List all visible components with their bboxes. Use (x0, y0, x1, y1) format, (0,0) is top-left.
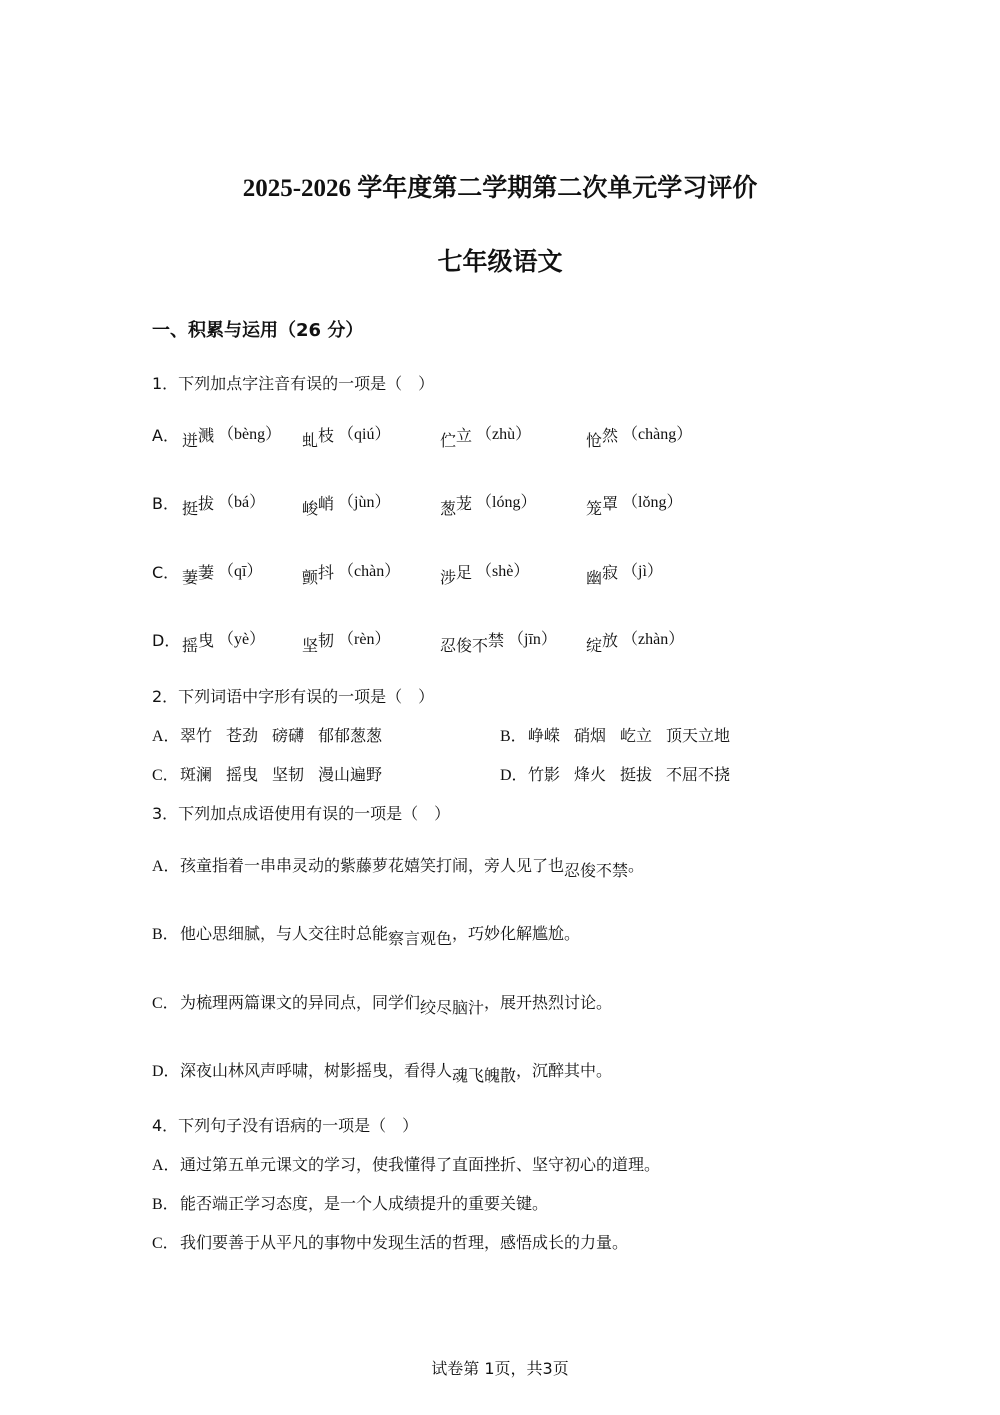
option-label: A． (152, 1157, 180, 1174)
pinyin: （bèng） (218, 426, 282, 443)
word-part: 禁 (488, 631, 505, 650)
pinyin: （rèn） (338, 631, 391, 648)
option-label: C． (152, 767, 179, 784)
pinyin-item (440, 560, 530, 587)
pinyin-item (440, 628, 557, 655)
word-part: 迸 (182, 431, 199, 450)
q2-option-b (500, 723, 730, 746)
q4-stem: 4．下列句子没有语病的一项是（ ） (152, 1116, 419, 1135)
pinyin-item (182, 491, 266, 518)
option-label: C． (152, 995, 179, 1012)
sentence-text: 能否端正学习态度，是一个人成绩提升的重要关键。 (180, 1194, 549, 1213)
page-footer: 试卷第 1页，共3页 (431, 1359, 569, 1378)
sentence-text: 我们要善于从平凡的事物中发现生活的哲理，感悟成长的力量。 (180, 1233, 629, 1252)
option-label: B． (152, 926, 179, 943)
word: 翠竹 (180, 726, 213, 745)
idiom-marked: 魂飞魄散 (452, 1066, 517, 1085)
sentence-text: 通过第五单元课文的学习，使我懂得了直面挫折、坚守初心的道理。 (180, 1155, 661, 1174)
pinyin: （jīn） (508, 631, 557, 648)
q2-option-c (152, 762, 382, 785)
q2-stem: 2．下列词语中字形有误的一项是（ ） (152, 687, 435, 706)
word-part: 坚 (302, 636, 319, 655)
pinyin: （zhù） (476, 426, 532, 443)
word: 斑澜 (180, 765, 213, 784)
word-part: 挺 (182, 499, 199, 518)
word-part: 足 (456, 563, 473, 582)
option-label: B． (152, 1196, 179, 1213)
pinyin-item (302, 628, 391, 655)
word-part: 峻 (302, 499, 319, 518)
word-part: 葱 (440, 499, 457, 518)
pinyin: （qiú） (338, 426, 391, 443)
q1-option-label: D． (152, 631, 181, 650)
word-part: 忍俊不 (440, 636, 489, 655)
word: 峥嵘 (528, 726, 561, 745)
word-part: 立 (456, 426, 473, 445)
word-part: 抖 (318, 563, 335, 582)
option-label: D． (152, 1063, 180, 1080)
word: 苍劲 (226, 726, 259, 745)
word: 竹影 (528, 765, 561, 784)
word-part: 茏 (456, 494, 473, 513)
word-part: 韧 (318, 631, 335, 650)
pinyin-item (302, 491, 391, 518)
option-label: A． (152, 858, 180, 875)
q3-option-c (152, 990, 613, 1017)
word: 硝烟 (574, 726, 607, 745)
word: 不屈不挠 (666, 765, 731, 784)
pinyin-item (586, 423, 693, 450)
word: 漫山遍野 (318, 765, 383, 784)
exam-title: 2025-2026 学年度第二学期第二次单元学习评价 (242, 175, 758, 202)
pinyin: （chàng） (622, 426, 693, 443)
pinyin-item (440, 491, 537, 518)
word: 屹立 (620, 726, 653, 745)
pinyin: （lóng） (476, 494, 537, 511)
pinyin: （shè） (476, 563, 530, 580)
q4-option-a (152, 1152, 660, 1175)
word-part: 笼 (586, 499, 603, 518)
pinyin: （yè） (218, 631, 266, 648)
word-part: 萋 (182, 568, 199, 587)
word-part: 枝 (318, 426, 335, 445)
word-part: 涉 (440, 568, 457, 587)
pinyin: （jì） (622, 563, 663, 580)
word-part: 萋 (198, 563, 215, 582)
sentence-text: 孩童指着一串串灵动的紫藤萝花嬉笑打闹，旁人见了也 (180, 856, 565, 875)
option-label: B． (500, 728, 527, 745)
sentence-text: 为梳理两篇课文的异同点，同学们 (180, 993, 421, 1012)
q1-option-label: B． (152, 494, 179, 513)
word: 顶天立地 (666, 726, 731, 745)
option-label: C． (152, 1235, 179, 1252)
pinyin: （jùn） (338, 494, 391, 511)
pinyin: （bá） (218, 494, 266, 511)
word-part: 摇 (182, 636, 199, 655)
sentence-text: ，沉醉其中。 (516, 1061, 613, 1080)
sentence-text: 他心思细腻，与人交往时总能 (180, 924, 389, 943)
word-part: 幽 (586, 568, 603, 587)
pinyin-item (586, 491, 683, 518)
q2-option-d (500, 762, 730, 785)
word-part: 寂 (602, 563, 619, 582)
word: 郁郁葱葱 (318, 726, 383, 745)
idiom-marked: 忍俊不禁 (564, 861, 629, 880)
word-part: 怆 (586, 431, 603, 450)
q1-option-label: C． (152, 563, 180, 582)
word-part: 伫 (440, 431, 457, 450)
sentence-text: ，巧妙化解尴尬。 (452, 924, 581, 943)
word-part: 虬 (302, 431, 319, 450)
q1-option-label: A． (152, 426, 179, 445)
word-part: 颤 (302, 568, 319, 587)
subject-title: 七年级语文 (437, 247, 563, 276)
pinyin-item (182, 628, 266, 655)
pinyin: （chàn） (338, 563, 401, 580)
q1-stem: 1．下列加点字注音有误的一项是（ ） (152, 374, 435, 393)
pinyin-item (302, 560, 401, 587)
pinyin-item (182, 423, 282, 450)
word-part: 罩 (602, 494, 619, 513)
pinyin: （qī） (218, 563, 263, 580)
q3-option-a (152, 853, 645, 880)
word-part: 然 (602, 426, 619, 445)
word-part: 曳 (198, 631, 215, 650)
word-part: 绽 (586, 636, 603, 655)
word: 挺拔 (620, 765, 653, 784)
word: 摇曳 (226, 765, 259, 784)
pinyin: （zhàn） (622, 631, 685, 648)
q3-stem: 3．下列加点成语使用有误的一项是（ ） (152, 804, 451, 823)
section-heading: 一、积累与运用（26 分） (152, 320, 364, 341)
word: 烽火 (574, 765, 607, 784)
pinyin-item (440, 423, 532, 450)
sentence-text: 深夜山林风声呼啸，树影摇曳，看得人 (180, 1061, 453, 1080)
word-part: 峭 (318, 494, 335, 513)
option-label: D． (500, 767, 528, 784)
pinyin-item (586, 560, 663, 587)
pinyin-item (586, 628, 685, 655)
q3-option-d (152, 1058, 613, 1085)
pinyin-item (302, 423, 391, 450)
q3-option-b (152, 921, 581, 948)
pinyin-item (182, 560, 263, 587)
word-part: 溅 (198, 426, 215, 445)
word: 坚韧 (272, 765, 305, 784)
pinyin: （lǒng） (622, 494, 683, 511)
sentence-text: 。 (628, 856, 645, 875)
q4-option-c (152, 1230, 628, 1253)
q4-option-b (152, 1191, 548, 1214)
idiom-marked: 察言观色 (388, 929, 453, 948)
idiom-marked: 绞尽脑汁 (420, 998, 485, 1017)
q2-option-a (152, 723, 382, 746)
word: 磅礴 (272, 726, 305, 745)
sentence-text: ，展开热烈讨论。 (484, 993, 613, 1012)
word-part: 放 (602, 631, 619, 650)
word-part: 拔 (198, 494, 215, 513)
option-label: A． (152, 728, 180, 745)
